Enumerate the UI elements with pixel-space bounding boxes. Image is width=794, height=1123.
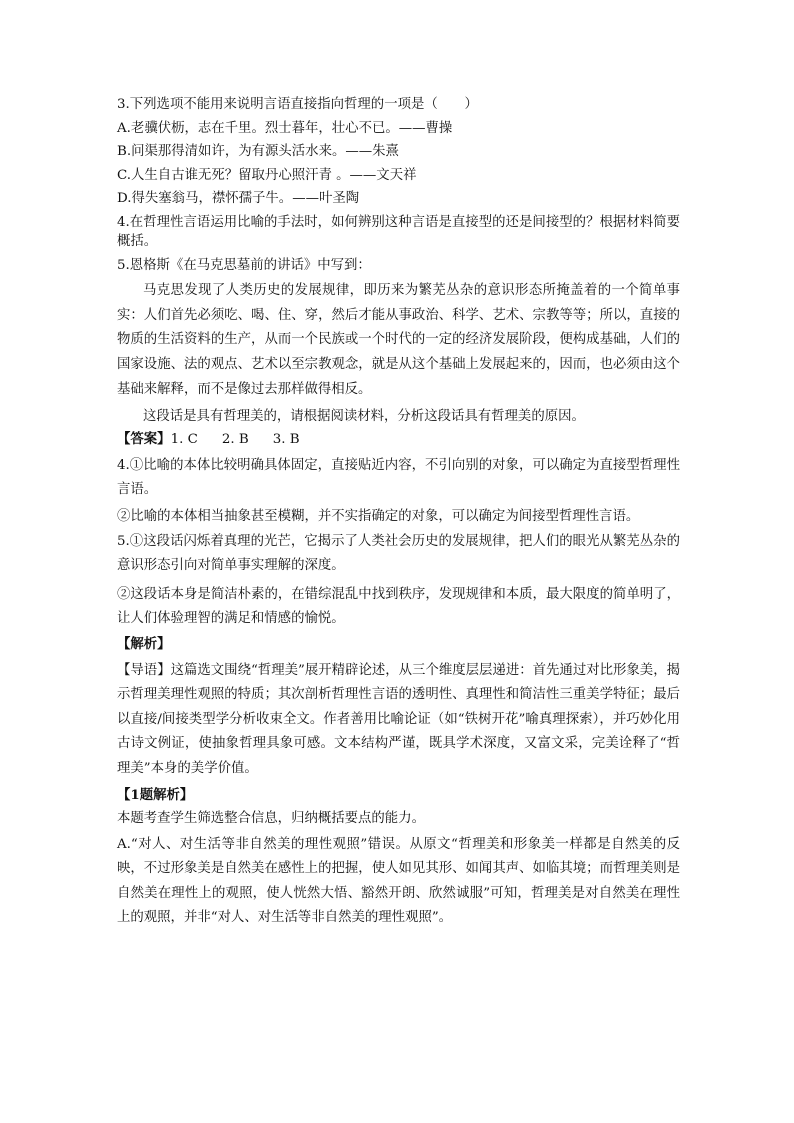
q5-quote: 马克思发现了人类历史的发展规律，即历来为繁芜丛杂的意识形态所掩盖着的一个简单事实：人们首先必须吃、喝、住、穿，然后才能从事政治、科学、艺术、宗教等等；所以，直接的物质的生活资料的生产，从而一个民族或一个时代的一定的经济发展阶段，便构成基础，人们的国家设施、法的观点、艺术以至宗教观念，就是从这个基础上发展起来的，因而，也必须由这个基础来解释，而不是像过去那样做得相反。: [117, 283, 680, 397]
q3-option-a: A.老骥伏枥，志在千里。烈士暮年，壮心不已。——曹操: [117, 120, 453, 136]
analysis-heading: 【解析】: [117, 636, 171, 653]
answer-2: 2. B: [221, 432, 249, 448]
q5-prompt: 这段话是具有哲理美的，请根据阅读材料，分析这段话具有哲理美的原因。: [143, 408, 585, 424]
q1-analysis-heading: 【1题解析】: [117, 786, 194, 803]
answer-5-part-2: ②这段话本身是简洁朴素的，在错综混乱中找到秩序，发现规律和本质，最大限度的简单明了，让人们体验理智的满足和情感的愉悦。: [117, 586, 680, 626]
q4-stem: 4.在哲理性言语运用比喻的手法时，如何辨别这种言语是直接型的还是间接型的？根据材料简要概括。: [117, 214, 680, 249]
q3-option-d: D.得失塞翁马，襟怀孺子牛。——叶圣陶: [117, 191, 360, 207]
q3-option-b: B.问渠那得清如许，为有源头活水来。——朱熹: [117, 144, 399, 160]
answer-4-part-2: ②比喻的本体相当抽象甚至模糊，并不实指确定的对象，可以确定为间接型哲理性言语。: [117, 508, 640, 524]
answer-5-part-1: 5.①这段话闪烁着真理的光芒，它揭示了人类社会历史的发展规律，把人们的眼光从繁芜丛杂的意识形态引向对简单事实理解的深度。: [117, 534, 680, 574]
q1-analysis-intro: 本题考查学生筛选整合信息，归纳概括要点的能力。: [117, 811, 425, 827]
answer-line: [117, 430, 680, 449]
q5-stem: 5.恩格斯《在马克思墓前的讲话》中写到：: [117, 257, 371, 273]
q3-stem: 3.下列选项不能用来说明言语直接指向哲理的一项是（ ）: [117, 97, 478, 112]
q1-analysis-a: A.“对人、对生活等非自然美的理性观照”错误。从原文“哲理美和形象美一样都是自然美的反映，不过形象美是自然美在感性上的把握，使人如见其形、如闻其声、如临其境；而哲理美则是自然美在理性上的观照，使人恍然大悟、豁然开朗、欣然诚服”可知，哲理美是对自然美在理性上的观照，并非“对人、对生活等非自然美的理性观照”。: [117, 836, 680, 925]
q3-option-c: C.人生自古谁无死？留取丹心照汗青 。——文天祥: [117, 167, 417, 183]
answer-3: 3. B: [272, 432, 300, 448]
document-page: [117, 95, 680, 935]
answer-label: 【答案】: [117, 431, 171, 448]
answer-4-part-1: 4.①比喻的本体比较明确具体固定，直接贴近内容，不引向别的对象，可以确定为直接型哲理性言语。: [117, 457, 680, 497]
analysis-guide: 【导语】这篇选文围绕“哲理美”展开精辟论述，从三个维度层层递进：首先通过对比形象美，揭示哲理美理性观照的特质；其次剖析哲理性言语的透明性、真理性和简洁性三重美学特征；最后以直接/间接类型学分析收束全文。作者善用比喻论证（如“铁树开花”喻真理探索），并巧妙化用古诗文例证，使抽象哲理具象可感。文本结构严谨，既具学术深度，又富文采，完美诠释了“哲理美”本身的美学价值。: [117, 662, 680, 776]
answer-1: 1. C: [170, 432, 198, 448]
